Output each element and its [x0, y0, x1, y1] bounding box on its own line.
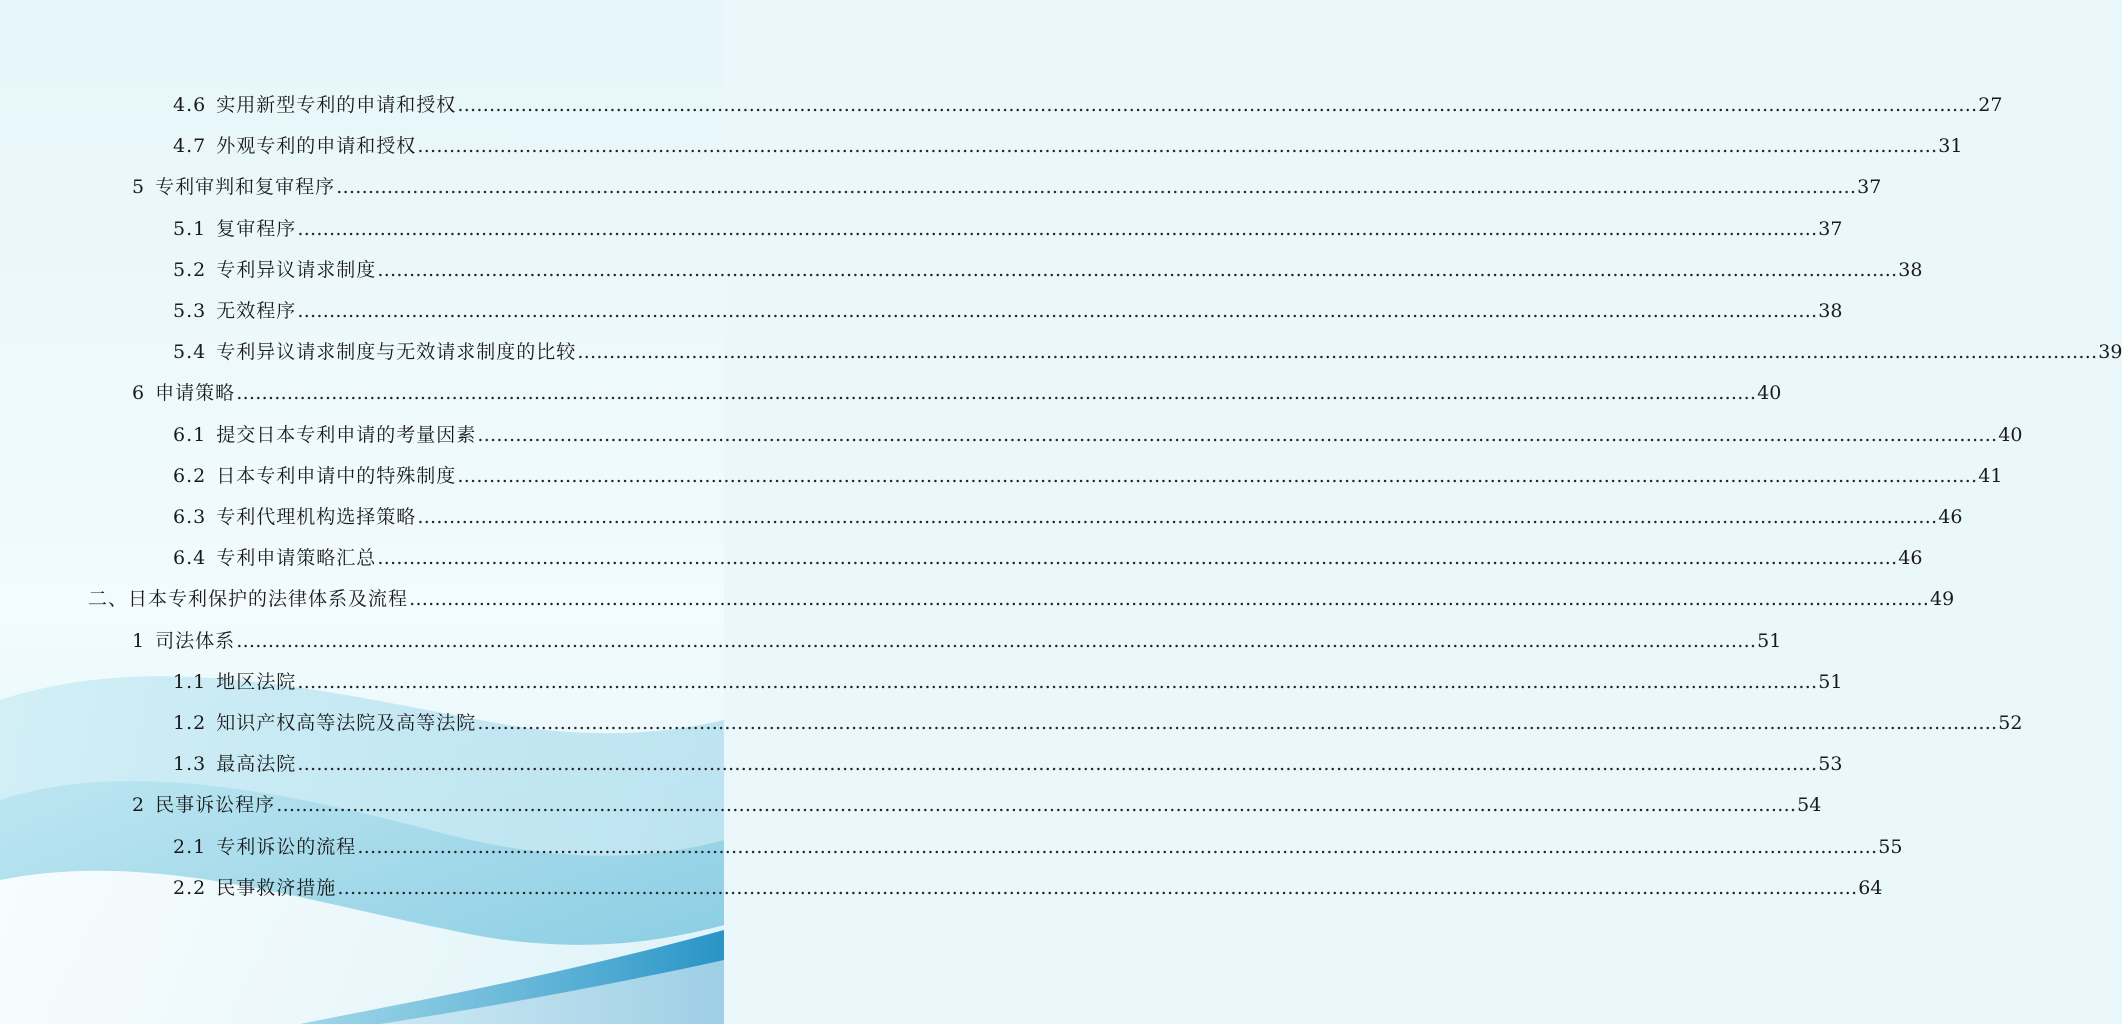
toc-dot-leader: …………………………………………………………………………………………………………………………………………………………………………………………………………………… — [577, 341, 2098, 364]
toc-entry-title: 民事救济措施 — [216, 876, 337, 899]
toc-dot-leader: …………………………………………………………………………………………………………………………………………………………………………………………………………………… — [477, 423, 1998, 446]
toc-entry-number: 1.3 — [173, 753, 207, 776]
toc-entry-number: 二、 — [88, 588, 129, 611]
toc-entry-number: 6.2 — [173, 464, 207, 487]
toc-entry-number: 6 — [132, 382, 146, 405]
toc-dot-leader: …………………………………………………………………………………………………………………………………………………………………………………………………………………… — [276, 794, 1797, 817]
toc-entry[interactable] — [132, 790, 1822, 820]
toc-entry-number: 6.3 — [173, 506, 207, 528]
toc-dot-leader: …………………………………………………………………………………………………………………………………………………………………………………………………………………… — [417, 506, 1938, 528]
toc-dot-leader: …………………………………………………………………………………………………………………………………………………………………………………………………………………… — [297, 300, 1818, 322]
toc-entry-number: 4.6 — [173, 94, 207, 116]
toc-entry-number: 2 — [132, 794, 146, 817]
toc-entry[interactable] — [173, 749, 1843, 779]
toc-entry-page-number: 64 — [1858, 876, 1883, 899]
toc-entry-number: 4.7 — [173, 135, 207, 158]
toc-entry[interactable] — [173, 502, 1963, 532]
toc-entry[interactable] — [173, 90, 2003, 120]
toc-entry-number: 6.1 — [173, 423, 207, 446]
toc-entry-number: 5 — [132, 176, 146, 199]
toc-entry-title: 实用新型专利的申请和授权 — [216, 94, 457, 116]
toc-entry-page-number: 51 — [1818, 670, 1843, 693]
toc-entry[interactable] — [132, 626, 1782, 656]
toc-entry-number: 2.2 — [173, 876, 207, 899]
toc-entry-number: 5.4 — [173, 341, 207, 364]
toc-entry-page-number: 55 — [1878, 835, 1903, 858]
toc-entry-title: 专利诉讼的流程 — [216, 835, 357, 858]
toc-dot-leader: …………………………………………………………………………………………………………………………………………………………………………………………………………………… — [297, 670, 1818, 693]
toc-entry[interactable] — [173, 461, 2003, 491]
toc-entry-page-number: 53 — [1818, 753, 1843, 776]
toc-entry-number: 6.4 — [173, 547, 207, 570]
toc-dot-leader: …………………………………………………………………………………………………………………………………………………………………………………………………………………… — [457, 94, 1978, 116]
toc-entry-page-number: 46 — [1898, 547, 1923, 570]
toc-dot-leader: …………………………………………………………………………………………………………………………………………………………………………………………………………………… — [236, 382, 1757, 405]
toc-entry-page-number: 52 — [1998, 712, 2023, 734]
toc-entry-title: 专利申请策略汇总 — [216, 547, 377, 570]
toc-dot-leader: …………………………………………………………………………………………………………………………………………………………………………………………………………………… — [377, 547, 1898, 570]
toc-entry-page-number: 40 — [1757, 382, 1782, 405]
toc-entry[interactable] — [173, 131, 1963, 161]
toc-entry-title: 专利审判和复审程序 — [155, 176, 336, 199]
toc-entry-page-number: 27 — [1978, 94, 2003, 116]
toc-dot-leader: …………………………………………………………………………………………………………………………………………………………………………………………………………………… — [337, 876, 1858, 899]
toc-dot-leader: …………………………………………………………………………………………………………………………………………………………………………………………………………………… — [477, 712, 1998, 734]
toc-entry-number: 5.2 — [173, 258, 207, 281]
toc-entry[interactable] — [132, 378, 1782, 408]
toc-entry[interactable] — [88, 584, 1955, 614]
toc-entry-page-number: 37 — [1857, 176, 1882, 199]
toc-entry-title: 专利异议请求制度与无效请求制度的比较 — [216, 341, 577, 364]
toc-entry[interactable] — [173, 667, 1843, 697]
toc-entry-title: 专利异议请求制度 — [216, 258, 377, 281]
toc-entry-number: 1.1 — [173, 670, 207, 693]
toc-entry[interactable] — [173, 873, 1883, 903]
toc-entry-page-number: 31 — [1938, 135, 1963, 158]
toc-dot-leader: …………………………………………………………………………………………………………………………………………………………………………………………………………………… — [336, 176, 1857, 199]
toc-entry-title: 专利代理机构选择策略 — [216, 506, 417, 528]
toc-dot-leader: …………………………………………………………………………………………………………………………………………………………………………………………………………………… — [297, 753, 1818, 776]
toc-dot-leader: …………………………………………………………………………………………………………………………………………………………………………………………………………………… — [457, 464, 1978, 487]
toc-entry-title: 司法体系 — [155, 629, 236, 652]
toc-dot-leader: …………………………………………………………………………………………………………………………………………………………………………………………………………………… — [357, 835, 1878, 858]
toc-entry-page-number: 41 — [1978, 464, 2003, 487]
toc-entry-title: 日本专利保护的法律体系及流程 — [128, 588, 409, 611]
toc-entry[interactable] — [173, 255, 1923, 285]
toc-entry-number: 1 — [132, 629, 146, 652]
toc-entry[interactable] — [173, 543, 1923, 573]
toc-entry-number: 5.1 — [173, 217, 207, 240]
toc-entry-page-number: 38 — [1898, 258, 1923, 281]
toc-entry[interactable] — [132, 172, 1882, 202]
toc-entry-number: 5.3 — [173, 300, 207, 322]
toc-entry-title: 日本专利申请中的特殊制度 — [216, 464, 457, 487]
toc-dot-leader: …………………………………………………………………………………………………………………………………………………………………………………………………………………… — [377, 258, 1898, 281]
toc-entry-title: 外观专利的申请和授权 — [216, 135, 417, 158]
toc-entry-page-number: 38 — [1818, 300, 1843, 322]
toc-entry-title: 最高法院 — [216, 753, 297, 776]
toc-entry-page-number: 40 — [1998, 423, 2023, 446]
toc-entry[interactable] — [173, 337, 2122, 367]
toc-dot-leader: …………………………………………………………………………………………………………………………………………………………………………………………………………………… — [409, 588, 1930, 611]
toc-entry-title: 申请策略 — [155, 382, 236, 405]
toc-entry-page-number: 37 — [1818, 217, 1843, 240]
toc-dot-leader: …………………………………………………………………………………………………………………………………………………………………………………………………………………… — [236, 629, 1757, 652]
toc-entry-page-number: 49 — [1930, 588, 1955, 611]
toc-entry-title: 无效程序 — [216, 300, 297, 322]
toc-dot-leader: …………………………………………………………………………………………………………………………………………………………………………………………………………………… — [297, 217, 1818, 240]
toc-entry[interactable] — [173, 708, 2023, 738]
toc-entry[interactable] — [173, 420, 2023, 450]
toc-entry-page-number: 46 — [1938, 506, 1963, 528]
toc-entry-page-number: 54 — [1797, 794, 1822, 817]
toc-entry-title: 提交日本专利申请的考量因素 — [216, 423, 477, 446]
toc-entry-number: 1.2 — [173, 712, 207, 734]
toc-entry[interactable] — [173, 296, 1843, 326]
toc-entry[interactable] — [173, 832, 1903, 862]
toc-entry-title: 知识产权高等法院及高等法院 — [216, 712, 477, 734]
toc-entry-title: 地区法院 — [216, 670, 297, 693]
toc-entry-title: 复审程序 — [216, 217, 297, 240]
toc-entry-page-number: 39 — [2098, 341, 2122, 364]
toc-entry-page-number: 51 — [1757, 629, 1782, 652]
toc-entry-number: 2.1 — [173, 835, 207, 858]
toc-dot-leader: …………………………………………………………………………………………………………………………………………………………………………………………………………………… — [417, 135, 1938, 158]
toc-entry-title: 民事诉讼程序 — [155, 794, 276, 817]
toc-entry[interactable] — [173, 214, 1843, 244]
